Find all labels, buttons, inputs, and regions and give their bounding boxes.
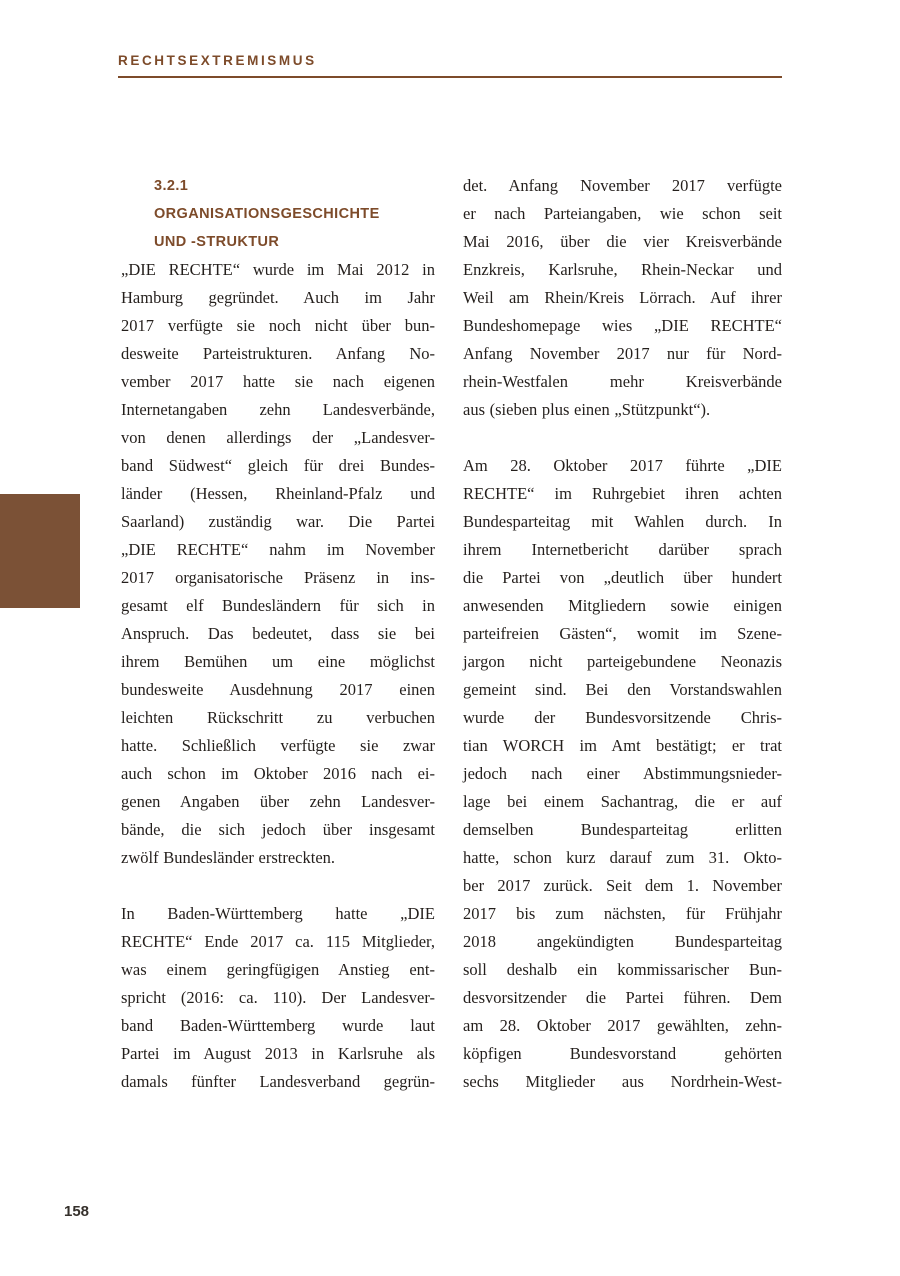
text-line: tian WORCH im Amt bestätigt; er trat	[463, 736, 782, 755]
text-line: rhein-Westfalen mehr Kreisverbände	[463, 372, 782, 391]
text-line: Mai 2016, über die vier Kreisverbände	[463, 232, 782, 251]
text-line: Anspruch. Das bedeutet, dass sie bei	[121, 624, 435, 643]
paragraph	[463, 452, 782, 1096]
header-rule	[118, 76, 782, 78]
text-line: 2017 bis zum nächsten, für Frühjahr	[463, 904, 782, 923]
text-line: vember 2017 hatte sie nach eigenen	[121, 372, 435, 391]
text-line: parteifreien Gästen“, womit im Szene-	[463, 624, 782, 643]
text-line: lage bei einem Sachantrag, die er auf	[463, 792, 782, 811]
text-line: band Baden-Württemberg wurde laut	[121, 1016, 435, 1035]
text-line: was einem geringfügigen Anstieg ent-	[121, 960, 435, 979]
text-line: hatte. Schließlich verfügte sie zwar	[121, 736, 435, 755]
text-line: Enzkreis, Karlsruhe, Rhein-Neckar und	[463, 260, 782, 279]
text-line: Internetangaben zehn Landesverbände,	[121, 400, 435, 419]
section-heading	[121, 172, 435, 256]
text-line: RECHTE“ im Ruhrgebiet ihren achten	[463, 484, 782, 503]
text-line: Saarland) zuständig war. Die Partei	[121, 512, 435, 531]
text-line: Hamburg gegründet. Auch im Jahr	[121, 288, 435, 307]
text-line: anwesenden Mitgliedern sowie einigen	[463, 596, 782, 615]
text-line: Partei im August 2013 in Karlsruhe als	[121, 1044, 435, 1063]
text-line: „DIE RECHTE“ nahm im November	[121, 540, 435, 559]
text-line: hatte, schon kurz darauf zum 31. Okto-	[463, 848, 782, 867]
text-line: ihrem Bemühen um eine möglichst	[121, 652, 435, 671]
page-number: 158	[64, 1203, 90, 1220]
text-line: band Südwest“ gleich für drei Bundes-	[121, 456, 435, 475]
paragraph	[121, 900, 435, 1096]
text-line: am 28. Oktober 2017 gewählten, zehn-	[463, 1016, 782, 1035]
text-line: Bundeshomepage wies „DIE RECHTE“	[463, 316, 782, 335]
text-line: desvorsitzender die Partei führen. Dem	[463, 988, 782, 1007]
text-line: jedoch nach einer Abstimmungsnieder-	[463, 764, 782, 783]
text-line: RECHTE“ Ende 2017 ca. 115 Mitglieder,	[121, 932, 435, 951]
text-line: köpfigen Bundesvorstand gehörten	[463, 1044, 782, 1063]
text-line: jargon nicht parteigebundene Neonazis	[463, 652, 782, 671]
text-line: spricht (2016: ca. 110). Der Landesver-	[121, 988, 435, 1007]
text-line: wurde der Bundesvorsitzende Chris-	[463, 708, 782, 727]
left-column	[121, 172, 435, 1096]
text-line: 2017 organisatorische Präsenz in ins-	[121, 568, 435, 587]
section-number: 3.2.1	[154, 178, 189, 194]
text-line: ber 2017 zurück. Seit dem 1. November	[463, 876, 782, 895]
text-line: Anfang November 2017 nur für Nord-	[463, 344, 782, 363]
section-title-line-1: ORGANISATIONSGESCHICHTE	[154, 206, 380, 222]
text-line: Am 28. Oktober 2017 führte „DIE	[463, 456, 782, 475]
text-line: gesamt elf Bundesländern für sich in	[121, 596, 435, 615]
text-line: aus (sieben plus einen „Stützpunkt“).	[463, 400, 711, 419]
text-line: bundesweite Ausdehnung 2017 einen	[121, 680, 435, 699]
running-header-title: RECHTSEXTREMISMUS	[118, 53, 317, 68]
chapter-tab-marker	[0, 494, 80, 608]
text-line: die Partei von „deutlich über hundert	[463, 568, 782, 587]
text-line: demselben Bundesparteitag erlitten	[463, 820, 782, 839]
paragraph	[121, 256, 435, 872]
text-line: Weil am Rhein/Kreis Lörrach. Auf ihrer	[463, 288, 782, 307]
text-line: soll deshalb ein kommissarischer Bun-	[463, 960, 782, 979]
content-columns	[121, 172, 782, 1096]
text-line: leichten Rückschritt zu verbuchen	[121, 708, 435, 727]
text-line: genen Angaben über zehn Landesver-	[121, 792, 435, 811]
text-line: 2017 verfügte sie noch nicht über bun-	[121, 316, 435, 335]
text-line: länder (Hessen, Rheinland-Pfalz und	[121, 484, 435, 503]
text-line: In Baden-Württemberg hatte „DIE	[121, 904, 435, 923]
text-line: von denen allerdings der „Landesver-	[121, 428, 435, 447]
text-line: „DIE RECHTE“ wurde im Mai 2012 in	[121, 260, 435, 279]
text-line: gemeint sind. Bei den Vorstandswahlen	[463, 680, 782, 699]
section-title-line-2: UND -STRUKTUR	[154, 234, 280, 250]
text-line: damals fünfter Landesverband gegrün-	[121, 1072, 435, 1091]
text-line: zwölf Bundesländer erstreckten.	[121, 848, 336, 867]
text-line: er nach Parteiangaben, wie schon seit	[463, 204, 782, 223]
text-line: bände, die sich jedoch über insgesamt	[121, 820, 435, 839]
paragraph	[463, 172, 782, 424]
text-line: sechs Mitglieder aus Nordrhein-West-	[463, 1072, 782, 1091]
text-line: auch schon im Oktober 2016 nach ei-	[121, 764, 435, 783]
text-line: Bundesparteitag mit Wahlen durch. In	[463, 512, 782, 531]
text-line: det. Anfang November 2017 verfügte	[463, 176, 782, 195]
text-line: 2018 angekündigten Bundesparteitag	[463, 932, 782, 951]
right-column	[463, 172, 782, 1096]
text-line: desweite Parteistrukturen. Anfang No-	[121, 344, 435, 363]
text-line: ihrem Internetbericht darüber sprach	[463, 540, 782, 559]
